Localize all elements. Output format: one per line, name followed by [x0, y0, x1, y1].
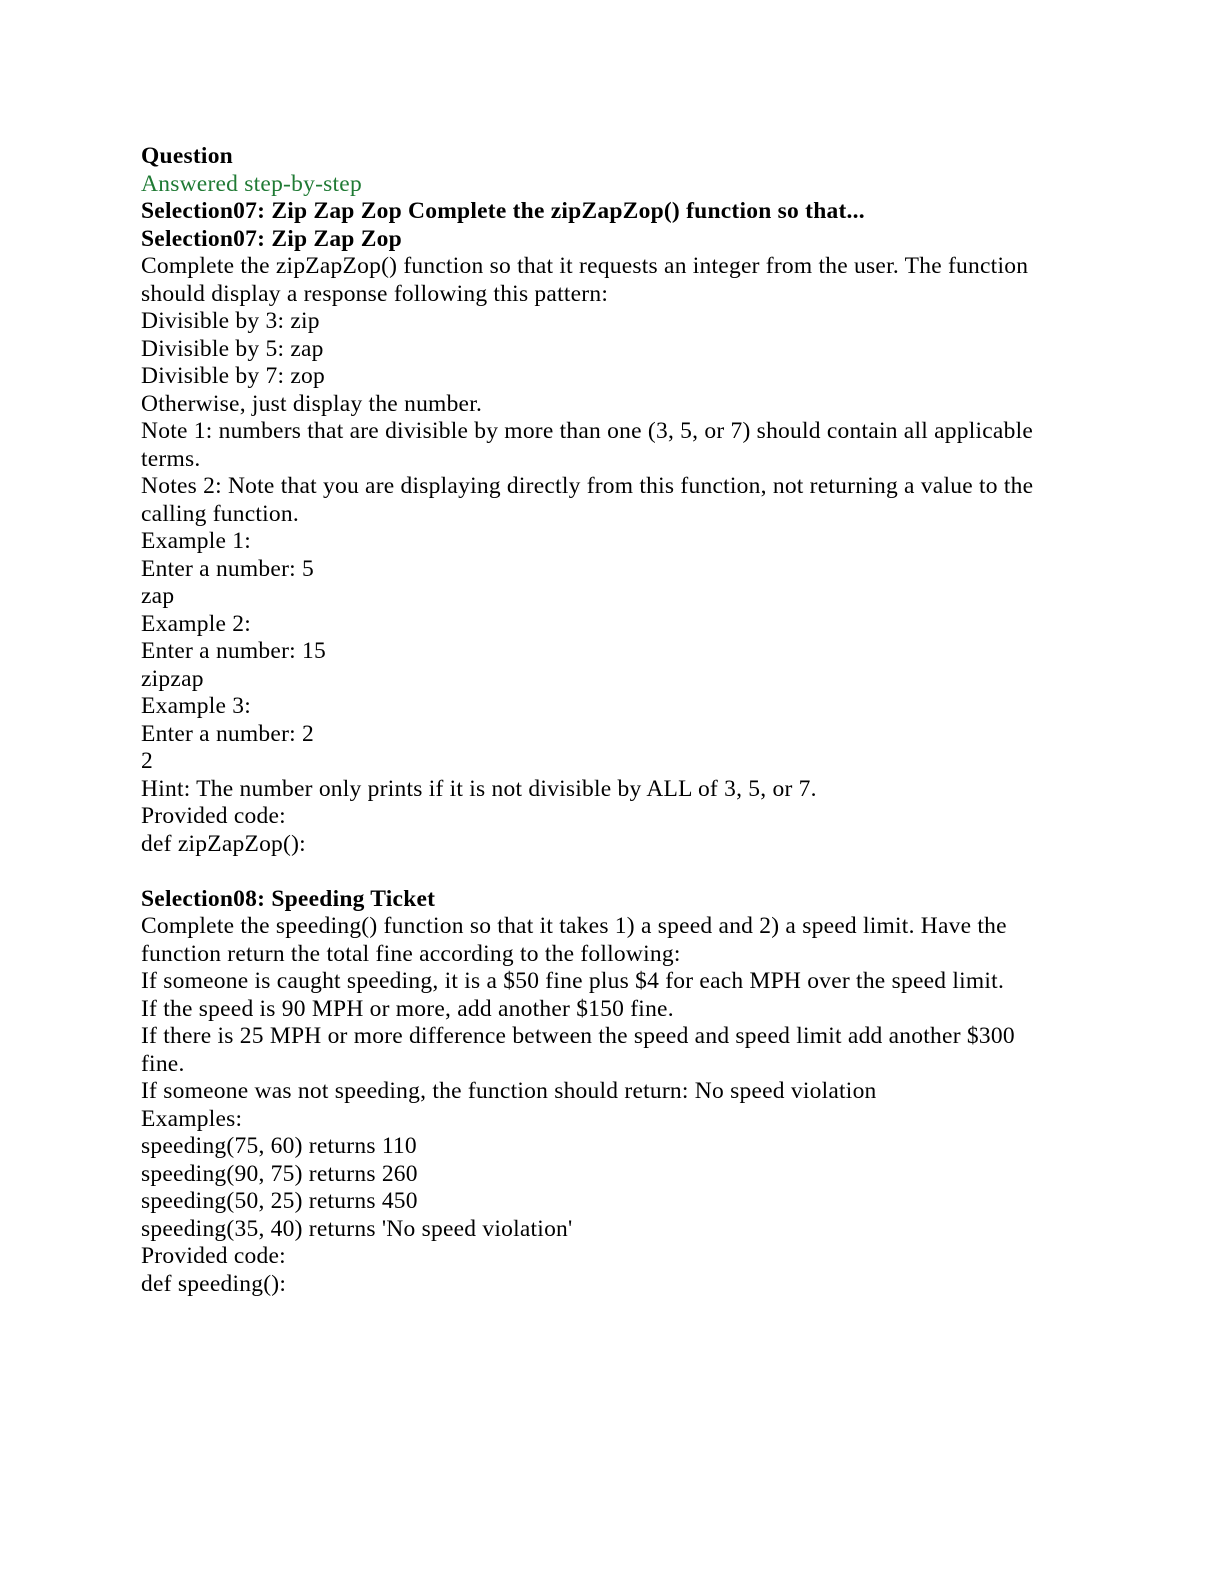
section08-line-9: speeding(35, 40) returns 'No speed violation' [141, 1215, 573, 1242]
section08-line-0: Complete the speeding() function so that it takes 1) a speed and 2) a speed limit. Have the function return the total fine according to the following: [141, 913, 1013, 967]
section08-line-6: speeding(75, 60) returns 110 [141, 1133, 417, 1159]
section07-line-5: Note 1: numbers that are divisible by more than one (3, 5, or 7) should contain all applicable terms. [141, 418, 1040, 472]
section07-line-12: zipzap [141, 665, 204, 692]
section07-line-9: zap [141, 583, 175, 609]
document-body [141, 143, 1061, 1298]
section07-line-8: Enter a number: 5 [141, 555, 315, 582]
page-title: Question [141, 143, 233, 169]
status-badge: Answered step-by-step [141, 170, 362, 197]
section08-line-1: If someone is caught speeding, it is a $50 fine plus $4 for each MPH over the speed limit. [141, 968, 1005, 994]
section08-heading: Selection08: Speeding Ticket [141, 885, 436, 912]
section07-line-7: Example 1: [141, 528, 252, 554]
section-divider-spacer [141, 858, 1061, 886]
section08-line-7: speeding(90, 75) returns 260 [141, 1160, 418, 1187]
section-selection08 [141, 886, 1061, 1299]
section08-line-10: Provided code: [141, 1243, 286, 1269]
section07-line-14: Enter a number: 2 [141, 720, 315, 747]
section08-line-4: If someone was not speeding, the function should return: No speed violation [141, 1078, 877, 1104]
section07-heading: Selection07: Zip Zap Zop [141, 225, 402, 252]
section07-line-10: Example 2: [141, 610, 252, 637]
section07-line-18: def zipZapZop(): [141, 830, 306, 857]
section07-line-13: Example 3: [141, 693, 252, 719]
section07-line-3: Divisible by 7: zop [141, 363, 325, 389]
section08-line-3: If there is 25 MPH or more difference between the speed and speed limit add another $300 fine. [141, 1023, 1021, 1077]
section07-line-11: Enter a number: 15 [141, 638, 326, 664]
section08-line-8: speeding(50, 25) returns 450 [141, 1188, 418, 1214]
section07-line-17: Provided code: [141, 803, 286, 829]
section08-line-11: def speeding(): [141, 1270, 287, 1297]
section07-line-2: Divisible by 5: zap [141, 335, 324, 362]
section-selection07 [141, 226, 1061, 859]
section07-line-16: Hint: The number only prints if it is not divisible by ALL of 3, 5, or 7. [141, 775, 817, 802]
section07-line-15: 2 [141, 748, 153, 774]
section08-line-2: If the speed is 90 MPH or more, add another $150 fine. [141, 995, 674, 1022]
section07-line-6: Notes 2: Note that you are displaying directly from this function, not returning a value to the calling function. [141, 473, 1040, 527]
question-title-truncated: Selection07: Zip Zap Zop Complete the zipZapZop() function so that... [141, 198, 865, 224]
section07-line-4: Otherwise, just display the number. [141, 390, 483, 417]
section08-line-5: Examples: [141, 1105, 243, 1132]
section07-line-1: Divisible by 3: zip [141, 308, 320, 334]
section07-line-0: Complete the zipZapZop() function so that it requests an integer from the user. The function should display a response following this pattern: [141, 253, 1035, 307]
